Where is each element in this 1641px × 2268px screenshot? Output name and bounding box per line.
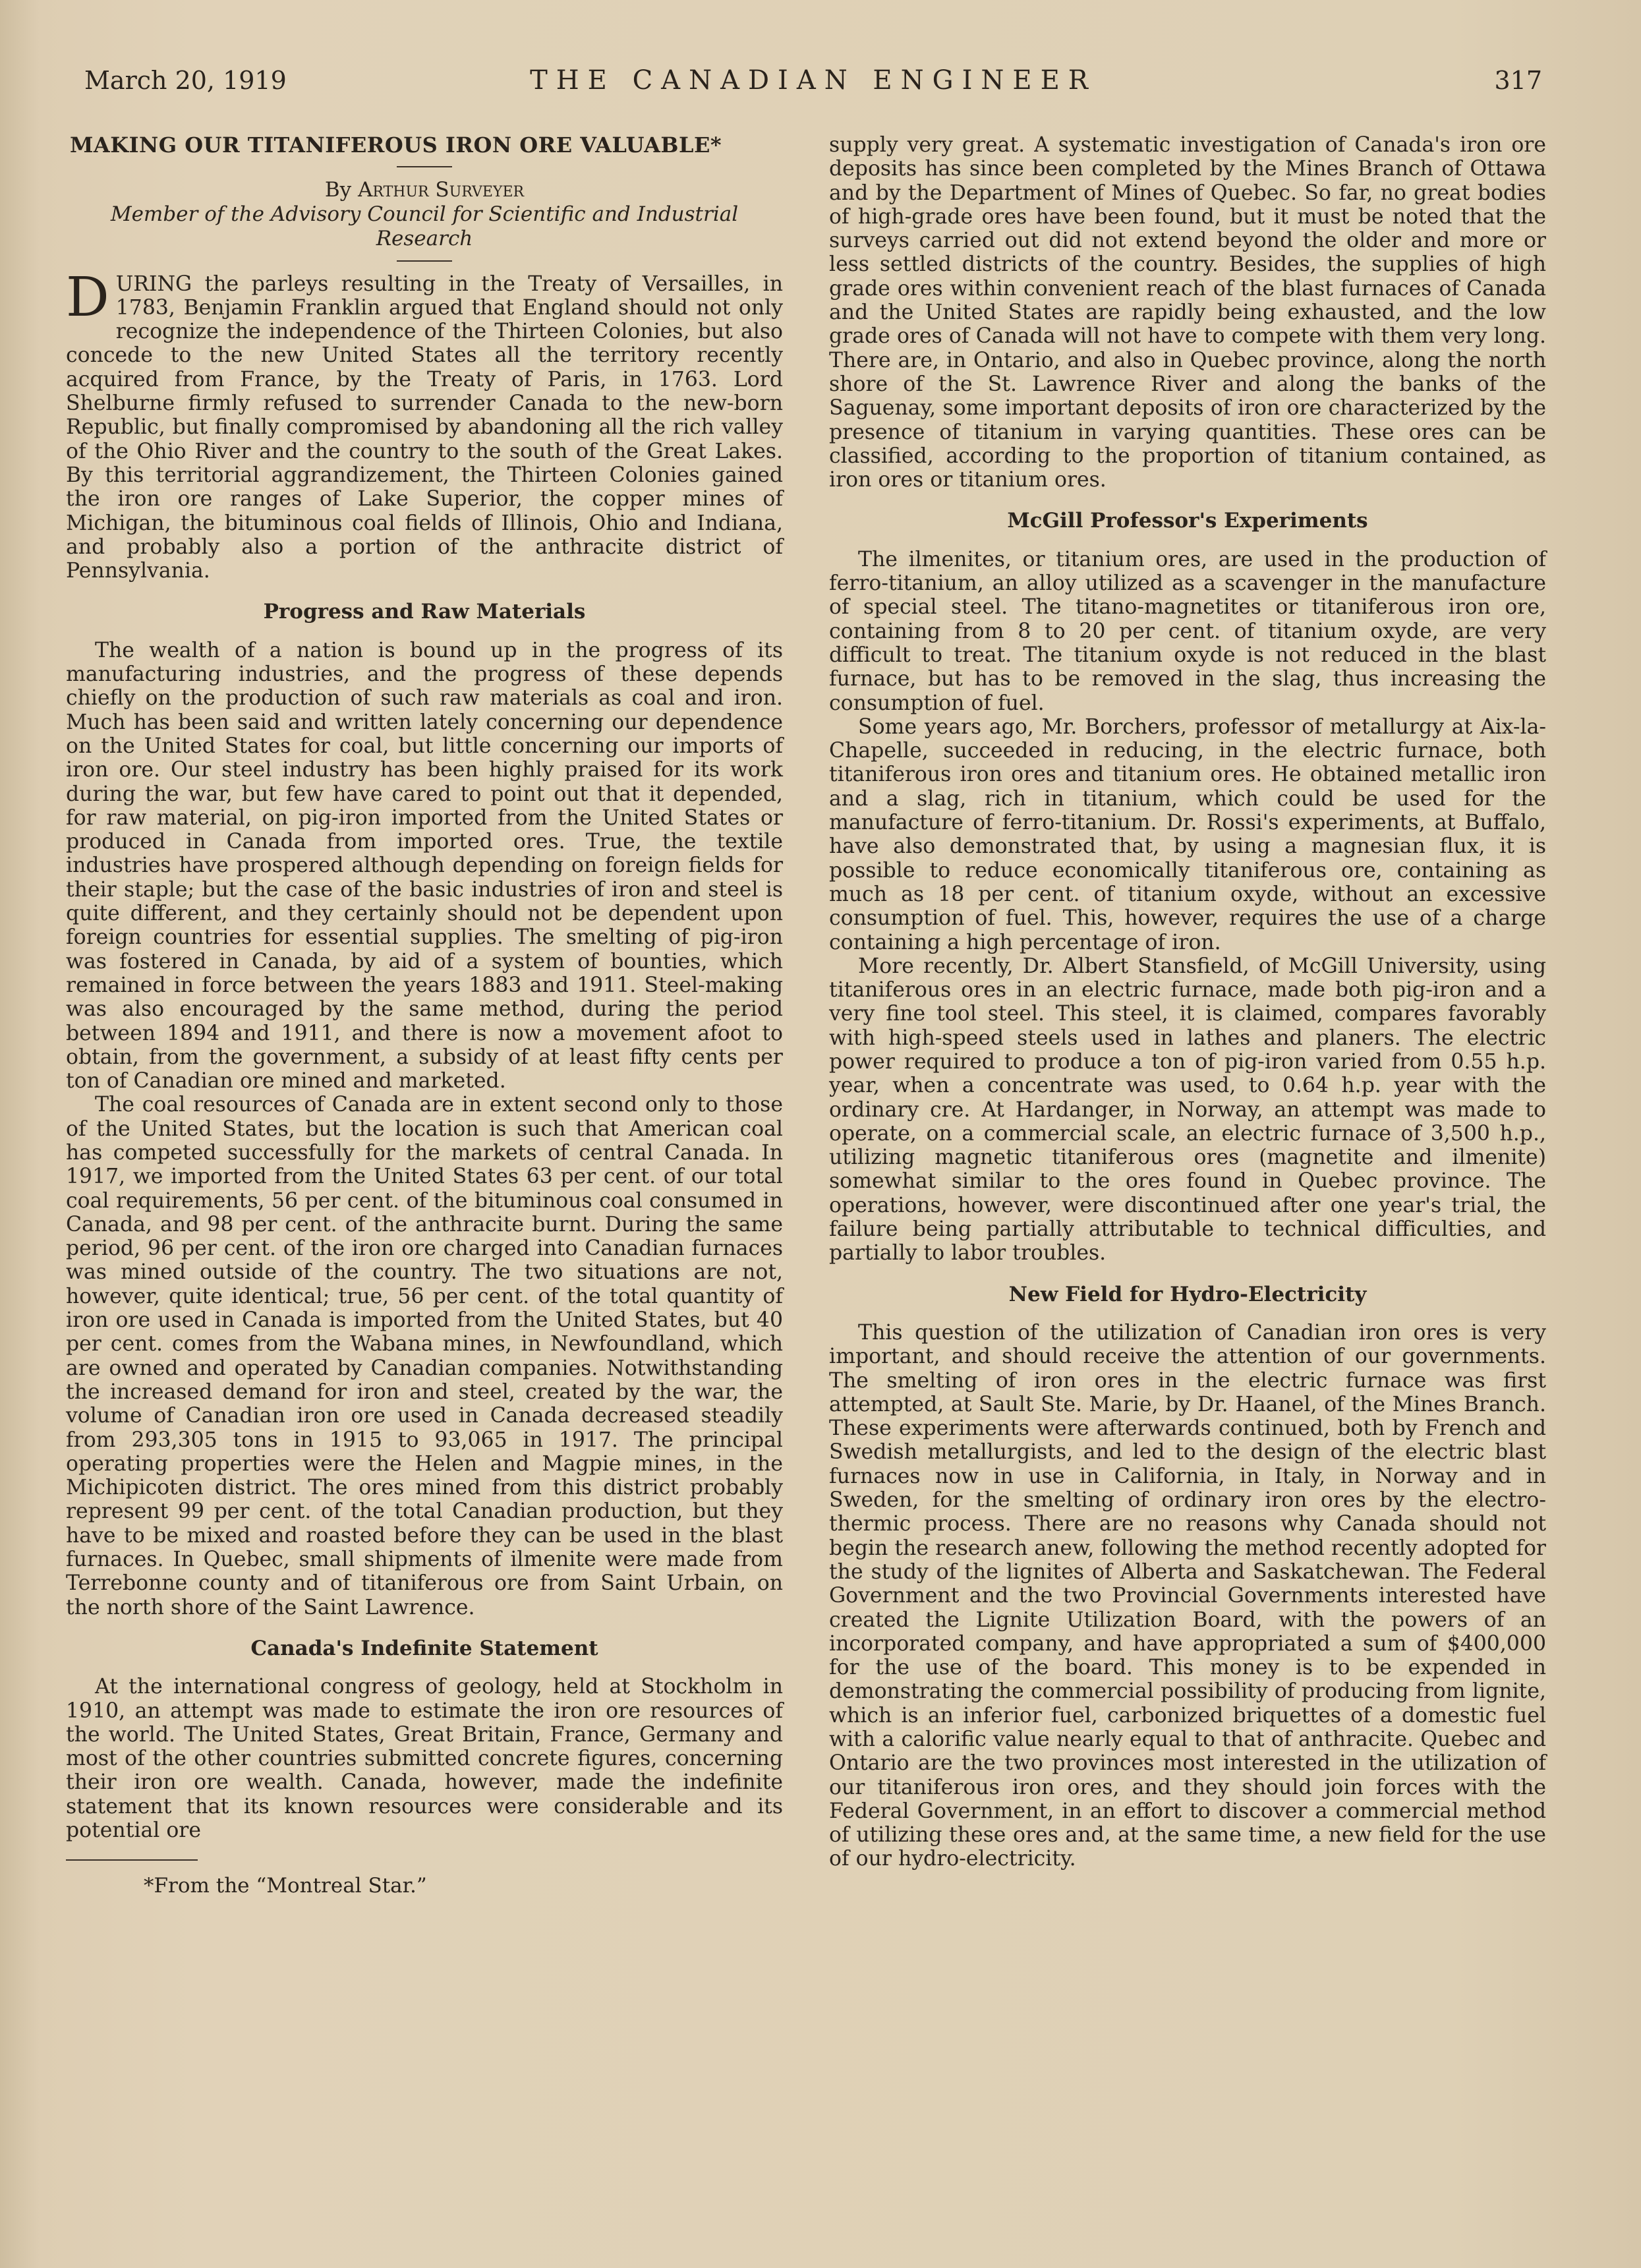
author-affiliation: Member of the Advisory Council for Scientific and Industrial Research	[110, 202, 739, 250]
author-name: Arthur Surveyer	[358, 178, 525, 202]
paragraph-ilmenites: The ilmenites, or titanium ores, are used in the production of ferro-titanium, an alloy utilized as a scavenger in the manufacture of special steel. The titano-magnetites or titaniferous iron ore, containing from 8 to 20 per cent. of titanium oxyde, are very difficult to treat. The titanium oxyde is not reduced in the blast furnace, but has to be removed in the slag, thus increasing the consumption of fuel.	[829, 547, 1546, 715]
footnote: *From the “Montreal Star.”	[144, 1874, 427, 1898]
paragraph-borchers: Some years ago, Mr. Borchers, professor of metallurgy at Aix-la-Chapelle, succeeded in reducing, in the electric furnace, both titaniferous iron ores and titanium ores. He obtained metallic iron and a slag, rich in titanium, which could be used for the manufacture of ferro-titanium. Dr. Rossi's experiments, at Buffalo, have also demonstrated that, by using a magnesian flux, it is possible to reduce economically titaniferous ore, containing as much as 18 per cent. of titanium oxyde, without an excessive consumption of fuel. This, however, requires the use of a charge containing a high percentage of iron.	[829, 714, 1546, 954]
paragraph-congress: At the international congress of geology, held at Stockholm in 1910, an attempt was made to estimate the iron ore resources of the world. The United States, Great Britain, France, Germany and most of the other countries submitted concrete figures, concerning their iron ore wealth. Canada, however, made the indefinite statement that its known resources were considerable and its potential ore	[66, 1675, 783, 1842]
title-rule	[397, 166, 452, 167]
right-column	[829, 133, 1546, 1871]
byline-rule	[397, 260, 452, 262]
footnote-rule	[66, 1859, 198, 1861]
issue-date: March 20, 1919	[84, 66, 287, 95]
paragraph-stansfield: More recently, Dr. Albert Stansfield, of McGill University, using titaniferous ores in an electric furnace, made both pig-iron and a very fine tool steel. This steel, it is claimed, compares favorably with high-speed steels used in lathes and planers. The electric power required to produce a ton of pig-iron varied from 0.55 h.p. year, when a concentrate was used, to 0.64 h.p. year with the ordinary cre. At Hardanger, in Norway, an attempt was made to operate, on a commercial scale, an electric furnace of 3,500 h.p., utilizing magnetic titaniferous ores (magnetite and ilmenite) somewhat similar to the ores found in Quebec province. The operations, however, were discontinued after one year's trial, the failure being partially attributable to technical difficulties, and partially to labor troubles.	[829, 954, 1546, 1265]
drop-cap: D	[66, 266, 109, 329]
page-number: 317	[1494, 66, 1542, 95]
byline-prefix: By	[324, 178, 352, 202]
paragraph-coal-resources: The coal resources of Canada are in extent second only to those of the United States, but the location is such that American coal has competed successfully for the markets of central Canada. In 1917, we imported from the United States 63 per cent. of our total coal requirements, 56 per cent. of the bituminous coal consumed in Canada, and 98 per cent. of the anthracite burnt. During the same period, 96 per cent. of the iron ore charged into Canadian furnaces was mined outside of the country. The two situations are not, however, quite identical; true, 56 per cent. of the total quantity of iron ore used in Canada is imported from the United States, but 40 per cent. comes from the Wabana mines, in Newfoundland, which are owned and operated by Canadian companies. Notwithstanding the increased demand for iron and steel, created by the war, the volume of Canadian iron ore used in Canada decreased steadily from 293,305 tons in 1915 to 93,065 in 1917. The principal operating properties were the Helen and Magpie mines, in the Michipicoten district. The ores mined from this district probably represent 99 per cent. of the total Canadian production, but they have to be mixed and roasted before they can be used in the blast furnaces. In Quebec, small shipments of ilmenite were made from Terrebonne county and of titaniferous ore from Saint Urbain, on the north shore of the Saint Lawrence.	[66, 1093, 783, 1619]
paragraph-utilization: This question of the utilization of Canadian iron ores is very important, and should receive the attention of our governments. The smelting of iron ores in the electric furnace was first attempted, at Sault Ste. Marie, by Dr. Haanel, of the Mines Branch. These experiments were afterwards continued, both by French and Swedish metallurgists, and led to the design of the electric blast furnaces now in use in California, in Italy, in Norway and in Sweden, for the smelting of ordinary iron ores by the electro-thermic process. There are no reasons why Canada should not begin the research anew, following the method recently adopted for the study of the lignites of Alberta and Saskatchewan. The Federal Government and the two Provincial Governments interested have created the Lignite Utilization Board, with the powers of an incorporated company, and have appropriated a sum of $400,000 for the use of the board. This money is to be expended in demonstrating the commercial possibility of producing from lignite, which is an inferior fuel, carbonized briquettes of a domestic fuel with a calorific value nearly equal to that of anthracite. Quebec and Ontario are the two provinces most interested in the utilization of our titaniferous iron ores, and they should join forces with the Federal Government, in an effort to discover a commercial method of utilizing these ores and, at the same time, a new field for the use of our hydro-electricity.	[829, 1320, 1546, 1871]
paragraph-intro-text: URING the parleys resulting in the Treaty of Versailles, in 1783, Benjamin Franklin argued that England should not only recognize the independence of the Thirteen Colonies, but also concede to the new United States all the territory recently acquired from France, by the Treaty of Paris, in 1763. Lord Shelburne firmly refused to surrender Canada to the new-born Republic, but finally compromised by abandoning all the rich valley of the Ohio River and the country to the south of the Great Lakes. By this territorial aggrandizement, the Thirteen Colonies gained the iron ore ranges of Lake Superior, the copper mines of Michigan, the bituminous coal fields of Illinois, Ohio and Indiana, and probably also a portion of the anthracite district of Pennsylvania.	[66, 272, 783, 583]
paragraph-wealth: The wealth of a nation is bound up in the progress of its manufacturing industries, and the progress of these depends chiefly on the production of such raw materials as coal and iron. Much has been said and written lately concerning our dependence on the United States for coal, but little concerning our imports of iron ore. Our steel industry has been highly praised for its work during the war, but few have cared to point out that it depended, for raw material, on pig-iron imported from the United States or produced in Canada from imported ores. True, the textile industries have prospered although depending on foreign fields for their staple; but the case of the basic industries of iron and steel is quite different, and they certainly should not be dependent upon foreign countries for essential supplies. The smelting of pig-iron was fostered in Canada, by aid of a system of bounties, which remained in force between the years 1883 and 1911. Steel-making was also encouraged by the same method, during the period between 1894 and 1911, and there is now a movement afoot to obtain, from the government, a subsidy of at least fifty cents per ton of Canadian ore mined and marketed.	[66, 638, 783, 1093]
article-title: MAKING OUR TITANIFEROUS IRON ORE VALUABLE*	[70, 132, 722, 158]
subheading-hydro: New Field for Hydro-Electricity	[1008, 1282, 1367, 1306]
paragraph-supply: supply very great. A systematic investigation of Canada's iron ore deposits has since been completed by the Mines Branch of Ottawa and by the Department of Mines of Quebec. So far, no great bodies of high-grade ores have been found, but it must be noted that the surveys carried out did not extend beyond the older and more or less settled districts of the country. Besides, the supplies of high grade ores within convenient reach of the blast furnaces of Canada and the United States are rapidly being exhausted, and the low grade ores of Canada will not have to compete with them very long. There are, in Ontario, and also in Quebec province, along the north shore of the St. Lawrence River and along the banks of the Saguenay, some important deposits of iron ore characterized by the presence of titanium in varying quantities. These ores can be classified, according to the proportion of titanium contained, as iron ores or titanium ores.	[829, 133, 1546, 492]
subheading-progress: Progress and Raw Materials	[263, 600, 586, 624]
left-column	[66, 133, 783, 1898]
subheading-mcgill: McGill Professor's Experiments	[1007, 509, 1368, 533]
paragraph-intro	[66, 266, 783, 583]
byline	[66, 178, 783, 202]
journal-title: THE CANADIAN ENGINEER	[530, 65, 1097, 96]
running-header	[84, 61, 1542, 100]
subheading-indefinite-statement: Canada's Indefinite Statement	[250, 1636, 598, 1660]
